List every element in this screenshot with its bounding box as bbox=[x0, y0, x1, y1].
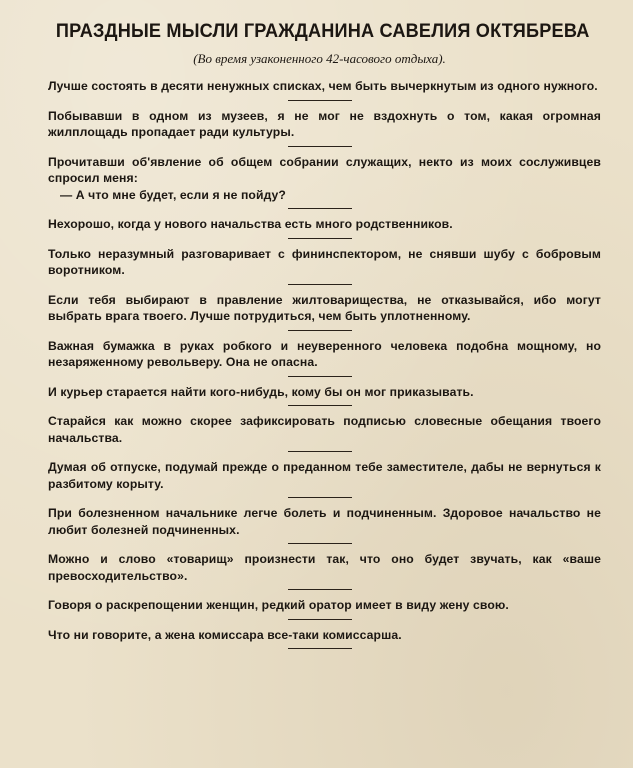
aphorism-3 bbox=[36, 154, 603, 204]
separator-line bbox=[288, 284, 352, 285]
aphorism-12: Можно и слово «товарищ» произнести так, что оно будет звучать, как «ваше превосходительство». bbox=[48, 552, 601, 583]
aphorism-7: Важная бумажка в руках робкого и неуверенного человека подобна мощному, но незаряженному револьверу. Она не опасна. bbox=[48, 338, 601, 369]
aphorism-14: Что ни говорите, а жена комиссара все-таки комиссарша. bbox=[48, 627, 402, 642]
separator-line bbox=[288, 451, 352, 452]
subtitle: (Во время узаконенного 42-часового отдыха). bbox=[193, 51, 446, 66]
separator-line bbox=[288, 146, 352, 147]
separator-line bbox=[288, 208, 352, 209]
separator-line bbox=[288, 100, 352, 101]
separator-line bbox=[288, 619, 352, 620]
separator-line bbox=[288, 330, 352, 331]
aphorism-2: Побывавши в одном из музеев, я не мог не вздохнуть о том, какая огромная жилплощадь пропадает ради культуры. bbox=[48, 108, 601, 139]
separator-line bbox=[288, 238, 352, 239]
separator-line bbox=[288, 648, 352, 649]
page-title: ПРАЗДНЫЕ МЫСЛИ ГРАЖДАНИНА САВЕЛИЯ ОКТЯБРЕВА bbox=[55, 20, 590, 42]
separator-line bbox=[288, 405, 352, 406]
separator-line bbox=[288, 543, 352, 544]
separator-line bbox=[288, 376, 352, 377]
aphorism-4: Нехорошо, когда у нового начальства есть много родственников. bbox=[48, 217, 453, 231]
aphorism-1: Лучше состоять в десяти ненужных списках, чем быть вычеркнутым из одного нужного. bbox=[48, 79, 598, 93]
aphorism-13: Говоря о раскрепощении женщин, редкий оратор имеет в виду жену свою. bbox=[48, 598, 509, 612]
aphorism-3-text: Прочитавши об'явление об общем собрании служащих, некто из моих сослуживцев спросил меня: bbox=[48, 154, 601, 185]
aphorism-5: Только неразумный разговаривает с фининспектором, не снявши шубу с бобровым воротником. bbox=[48, 246, 601, 277]
separator-line bbox=[288, 497, 352, 498]
aphorism-9: Старайся как можно скорее зафиксировать подписью словесные обещания твоего начальства. bbox=[48, 414, 601, 445]
aphorism-8: И курьер старается найти кого-нибудь, кому бы он мог приказывать. bbox=[48, 384, 474, 399]
aphorism-3-dialogue: — А что мне будет, если я не пойду? bbox=[60, 187, 286, 202]
aphorism-10: Думая об отпуске, подумай прежде о преданном тебе заместителе, дабы не вернуться к разбитому корыту. bbox=[48, 460, 601, 491]
aphorism-6: Если тебя выбирают в правление жилтоварищества, не отказывайся, ибо могут выбрать врага твоего. Лучше потрудиться, чем быть уплотненному. bbox=[48, 292, 601, 323]
separator-line bbox=[288, 589, 352, 590]
aphorism-11: При болезненном начальнике легче болеть и подчиненным. Здоровое начальство не любит болезней подчиненных. bbox=[48, 506, 601, 537]
